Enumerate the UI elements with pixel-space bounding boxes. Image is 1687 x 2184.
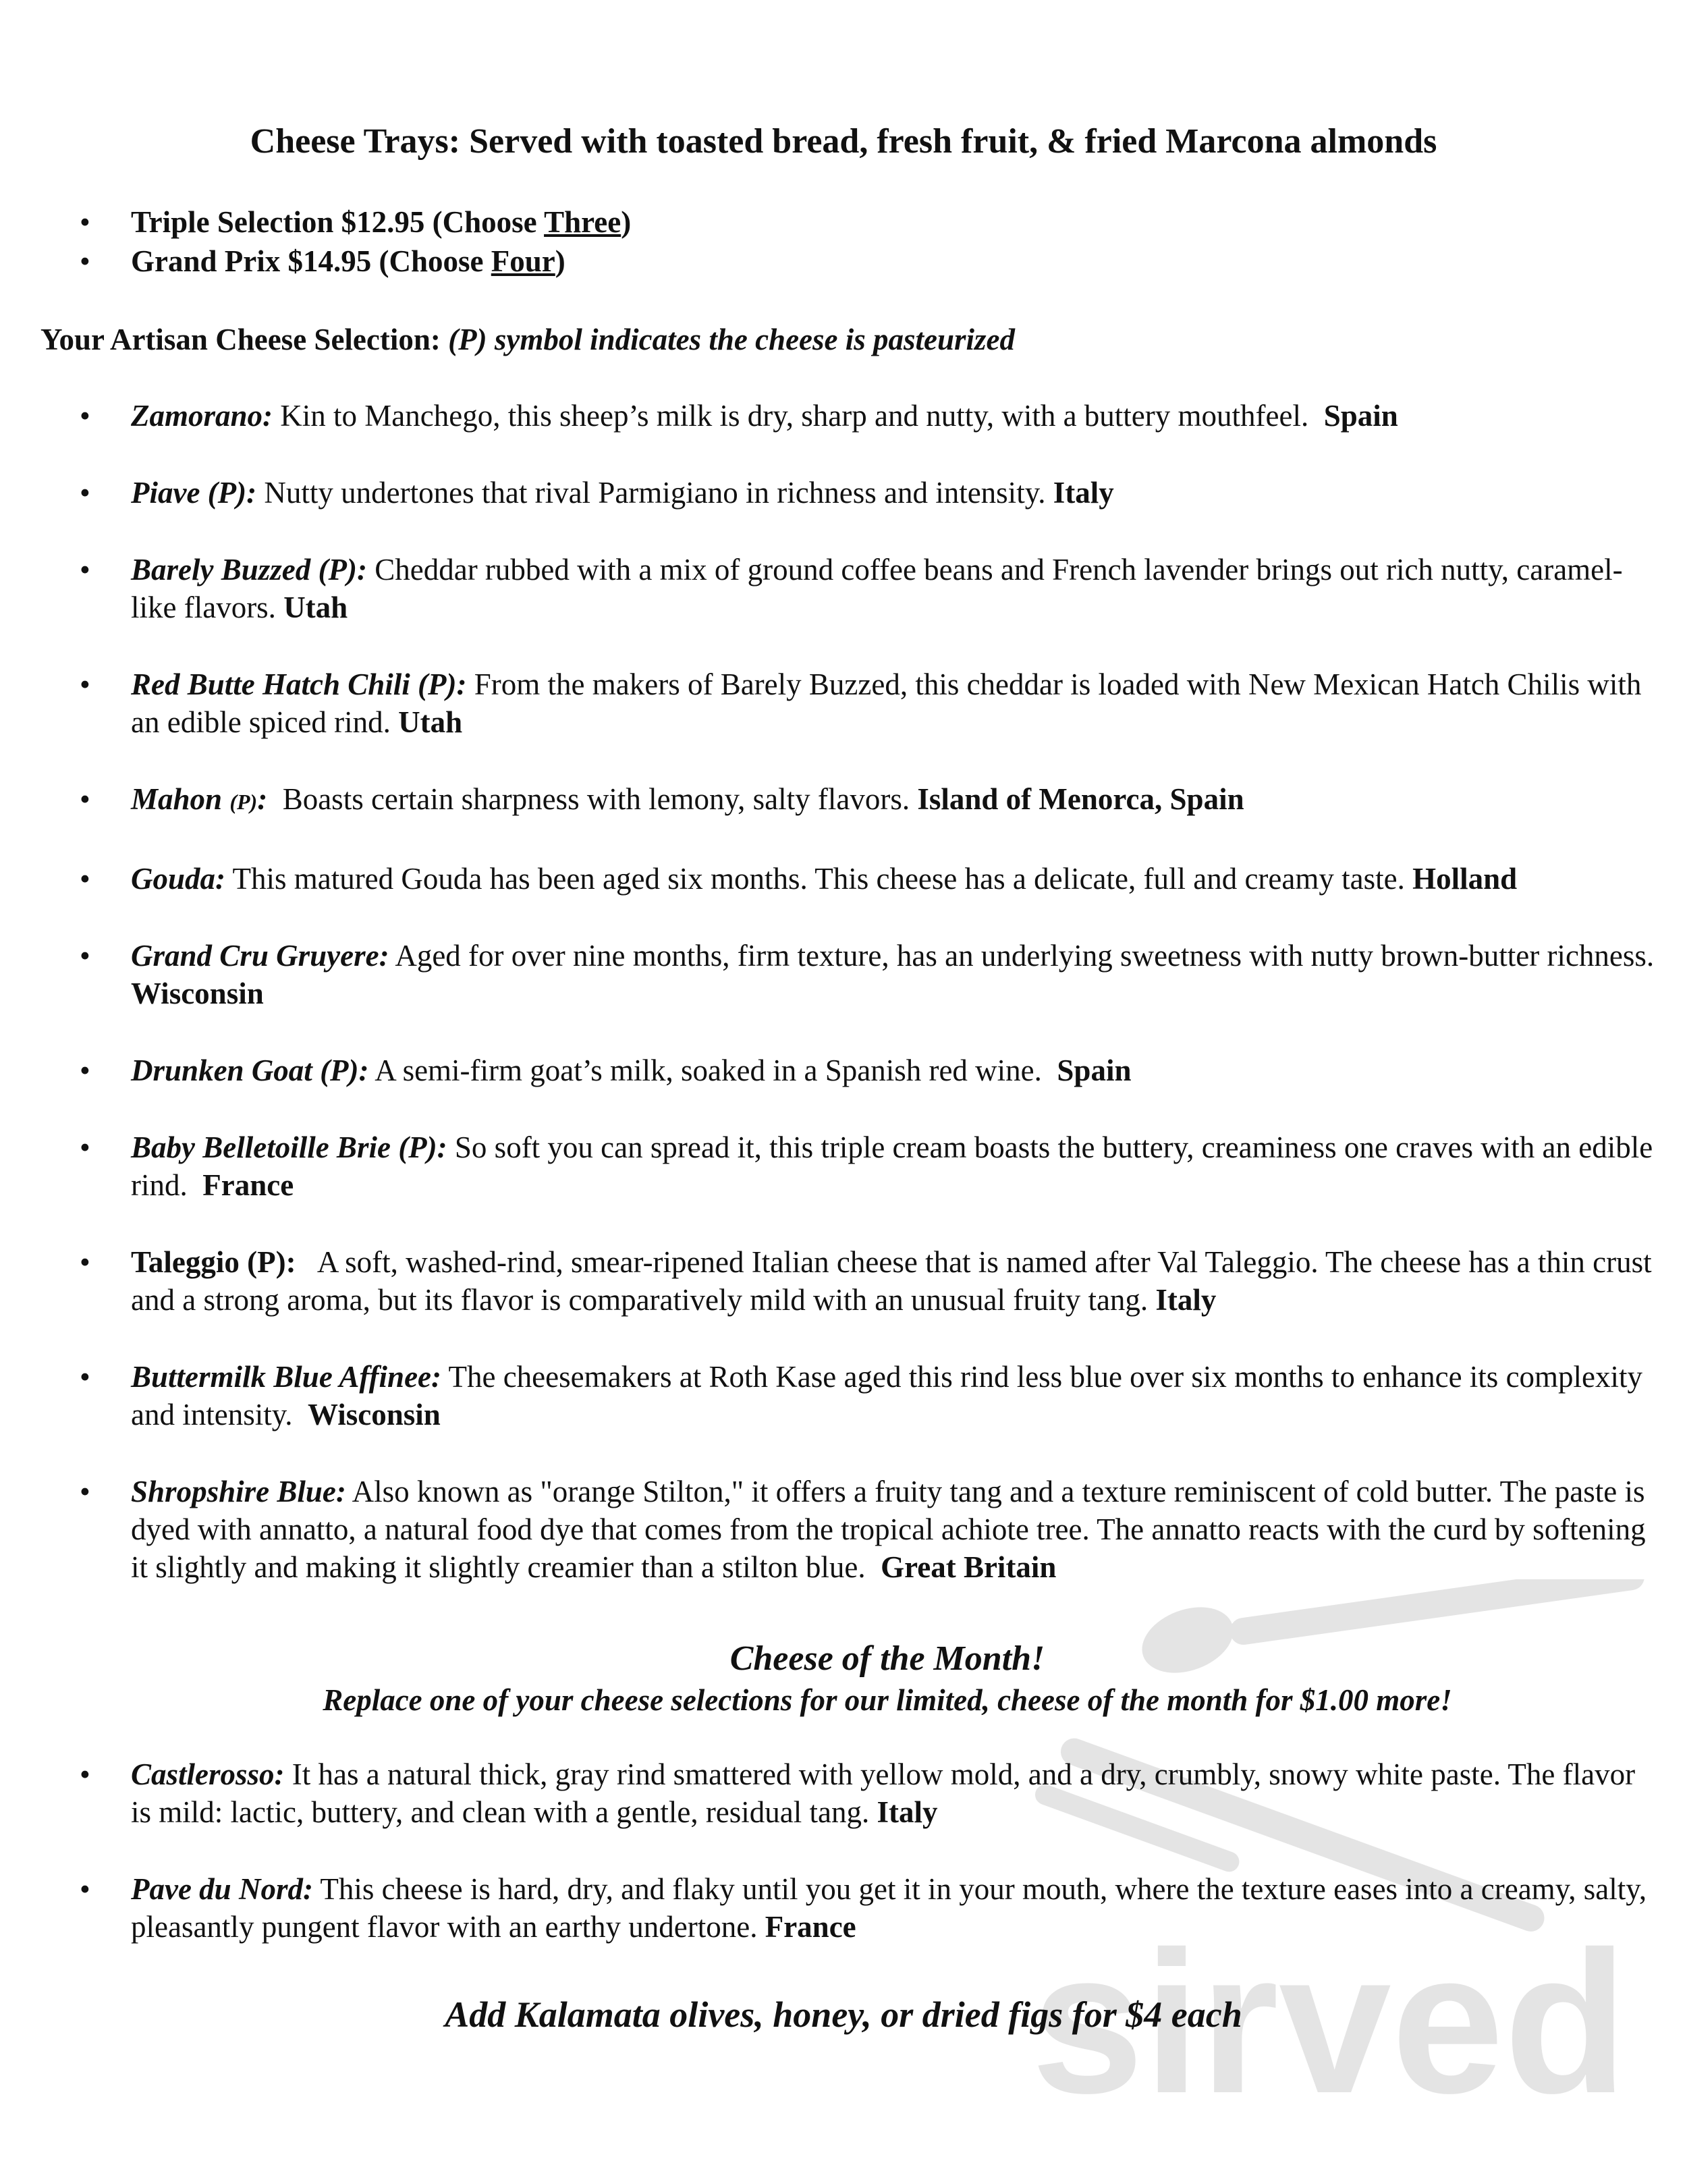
cheese-origin: Utah	[398, 705, 463, 739]
cheese-item	[80, 860, 1659, 898]
cheese-description: Also known as "orange Stilton," it offers a fruity tang and a texture reminiscent of cold butter. The paste is dyed with annatto, a natural food dye that comes from the tropical achiote tree. The annatto reacts with the curd by softening it slightly and making it slightly creamier than a stilton blue.	[131, 1475, 1653, 1584]
cheese-item	[80, 1128, 1659, 1204]
cheese-origin: Italy	[1053, 476, 1114, 510]
cheese-separator: :	[379, 939, 389, 973]
pasteurized-mark: (P)	[229, 790, 258, 814]
cheese-description: Kin to Manchego, this sheep’s milk is dry, sharp and nutty, with a buttery mouthfeel.	[273, 399, 1324, 433]
cheese-item	[80, 1243, 1659, 1319]
cheese-description: This matured Gouda has been aged six months. This cheese has a delicate, full and creamy taste.	[225, 862, 1413, 896]
cheese-name: Grand Cru Gruyere	[131, 939, 379, 973]
cheese-item	[80, 474, 1659, 512]
cheese-origin: Holland	[1412, 862, 1518, 896]
cheese-separator: :	[257, 782, 268, 816]
cheese-origin: Italy	[1155, 1283, 1217, 1317]
cheese-item	[80, 780, 1659, 821]
cheese-description: Nutty undertones that rival Parmigiano in richness and intensity.	[256, 476, 1053, 510]
cheese-item	[80, 551, 1659, 626]
cheese-name: Zamorano	[131, 399, 263, 433]
cheese-description: So soft you can spread it, this triple cream boasts the buttery, creaminess one craves with an edible rind.	[131, 1130, 1661, 1202]
page-title: Cheese Trays: Served with toasted bread, fresh fruit, & fried Marcona almonds	[250, 122, 1437, 161]
cheese-name: Shropshire Blue:	[131, 1475, 346, 1508]
monthly-cheese-description: It has a natural thick, gray rind smattered with yellow mold, and a dry, crumbly, snowy white paste. The flavor is mild: lactic, buttery, and clean with a gentle, residual tang.	[131, 1757, 1643, 1829]
cheese-origin: Wisconsin	[308, 1398, 441, 1431]
tray-option-suffix: )	[621, 205, 632, 239]
cheese-of-month-subtitle: Replace one of your cheese selections for our limited, cheese of the month for $1.00 more!	[323, 1683, 1452, 1717]
sirved-watermark	[985, 1579, 1674, 2119]
cheese-name: Barely Buzzed (P)	[131, 553, 357, 586]
tray-option-text: Grand Prix $14.95 (Choose	[131, 244, 491, 278]
monthly-cheese-description: This cheese is hard, dry, and flaky until you get it in your mouth, where the texture eases into a creamy, salty, pleasantly pungent flavor with an earthy undertone.	[131, 1872, 1655, 1944]
watermark-text: sirved	[1031, 1909, 1628, 2119]
cheese-name: Buttermilk Blue Affinee	[131, 1360, 432, 1394]
pasteurized-note: (P) symbol indicates the cheese is pasteurized	[448, 323, 1016, 356]
cheese-separator: :	[356, 553, 367, 586]
cheese-origin: Great Britain	[881, 1550, 1057, 1584]
tray-option-text: Triple Selection $12.95 (Choose	[131, 205, 545, 239]
monthly-cheese-origin: Italy	[877, 1795, 938, 1829]
cheese-separator: :	[358, 1054, 369, 1087]
cheese-name: Red Butte Hatch Chili (P):	[131, 667, 467, 701]
cheese-separator: :	[246, 476, 257, 510]
cheese-origin: Spain	[1323, 399, 1398, 433]
cheese-list	[80, 397, 1669, 1625]
tray-option-grand-prix	[80, 242, 631, 281]
selection-heading-label: Your Artisan Cheese Selection:	[40, 323, 449, 356]
cheese-origin: France	[202, 1168, 294, 1202]
cheese-item	[80, 665, 1659, 741]
cheese-description: The cheesemakers at Roth Kase aged this rind less blue over six months to enhance its complexity and intensity.	[131, 1360, 1651, 1431]
cheese-item	[80, 1358, 1659, 1434]
cheese-description: Aged for over nine months, firm texture, has an underlying sweetness with nutty brown-butter richness.	[389, 939, 1669, 973]
cheese-name: Mahon	[131, 782, 230, 816]
addon-note: Add Kalamata olives, honey, or dried figs for $4 each	[445, 1994, 1242, 2035]
cheese-description: Boasts certain sharpness with lemony, salty flavors.	[267, 782, 918, 816]
cheese-name: Drunken Goat (P)	[131, 1054, 359, 1087]
cheese-description: A semi-firm goat’s milk, soaked in a Spanish red wine.	[368, 1054, 1057, 1087]
tray-options-list	[80, 202, 631, 281]
tray-option-triple	[80, 202, 631, 242]
monthly-cheese-origin: France	[765, 1910, 856, 1944]
cheese-origin: Wisconsin	[131, 977, 264, 1010]
cheese-name: Taleggio (P):	[131, 1245, 296, 1279]
cheese-origin: Spain	[1057, 1054, 1132, 1087]
selection-heading	[40, 320, 1015, 359]
cheese-separator: :	[262, 399, 273, 433]
cheese-origin: Island of Menorca, Spain	[917, 782, 1244, 816]
cheese-separator: :	[215, 862, 226, 896]
cheese-description: A soft, washed-rind, smear-ripened Italian cheese that is named after Val Taleggio. The cheese has a thin crust and a strong aroma, but its flavor is comparatively mild with an unusual fruity tang.	[131, 1245, 1659, 1317]
cheese-name: Piave (P)	[131, 476, 247, 510]
tray-option-suffix: )	[555, 244, 565, 278]
cheese-name: Gouda	[131, 862, 216, 896]
monthly-cheese-name: Pave du Nord:	[131, 1872, 313, 1906]
cheese-item	[80, 937, 1669, 1012]
monthly-cheese-name: Castlerosso:	[131, 1757, 285, 1791]
cheese-of-month-title: Cheese of the Month!	[729, 1639, 1045, 1678]
cheese-description: Cheddar rubbed with a mix of ground coffee beans and French lavender brings out rich nutty, caramel-like flavors.	[131, 553, 1623, 624]
fork-spoon-icon	[985, 1579, 1674, 2119]
cheese-name: Baby Belletoille Brie (P)	[131, 1130, 437, 1164]
cheese-item	[80, 1473, 1659, 1586]
cheese-origin: Utah	[283, 591, 348, 624]
cheese-separator: :	[437, 1130, 447, 1164]
cheese-item	[80, 1052, 1659, 1089]
cheese-description: From the makers of Barely Buzzed, this cheddar is loaded with New Mexican Hatch Chilis with an edible spiced rind.	[131, 667, 1649, 739]
tray-option-choice: Four	[491, 244, 555, 278]
cheese-item	[80, 397, 1659, 435]
tray-option-choice: Three	[544, 205, 621, 239]
cheese-separator: :	[431, 1360, 442, 1394]
